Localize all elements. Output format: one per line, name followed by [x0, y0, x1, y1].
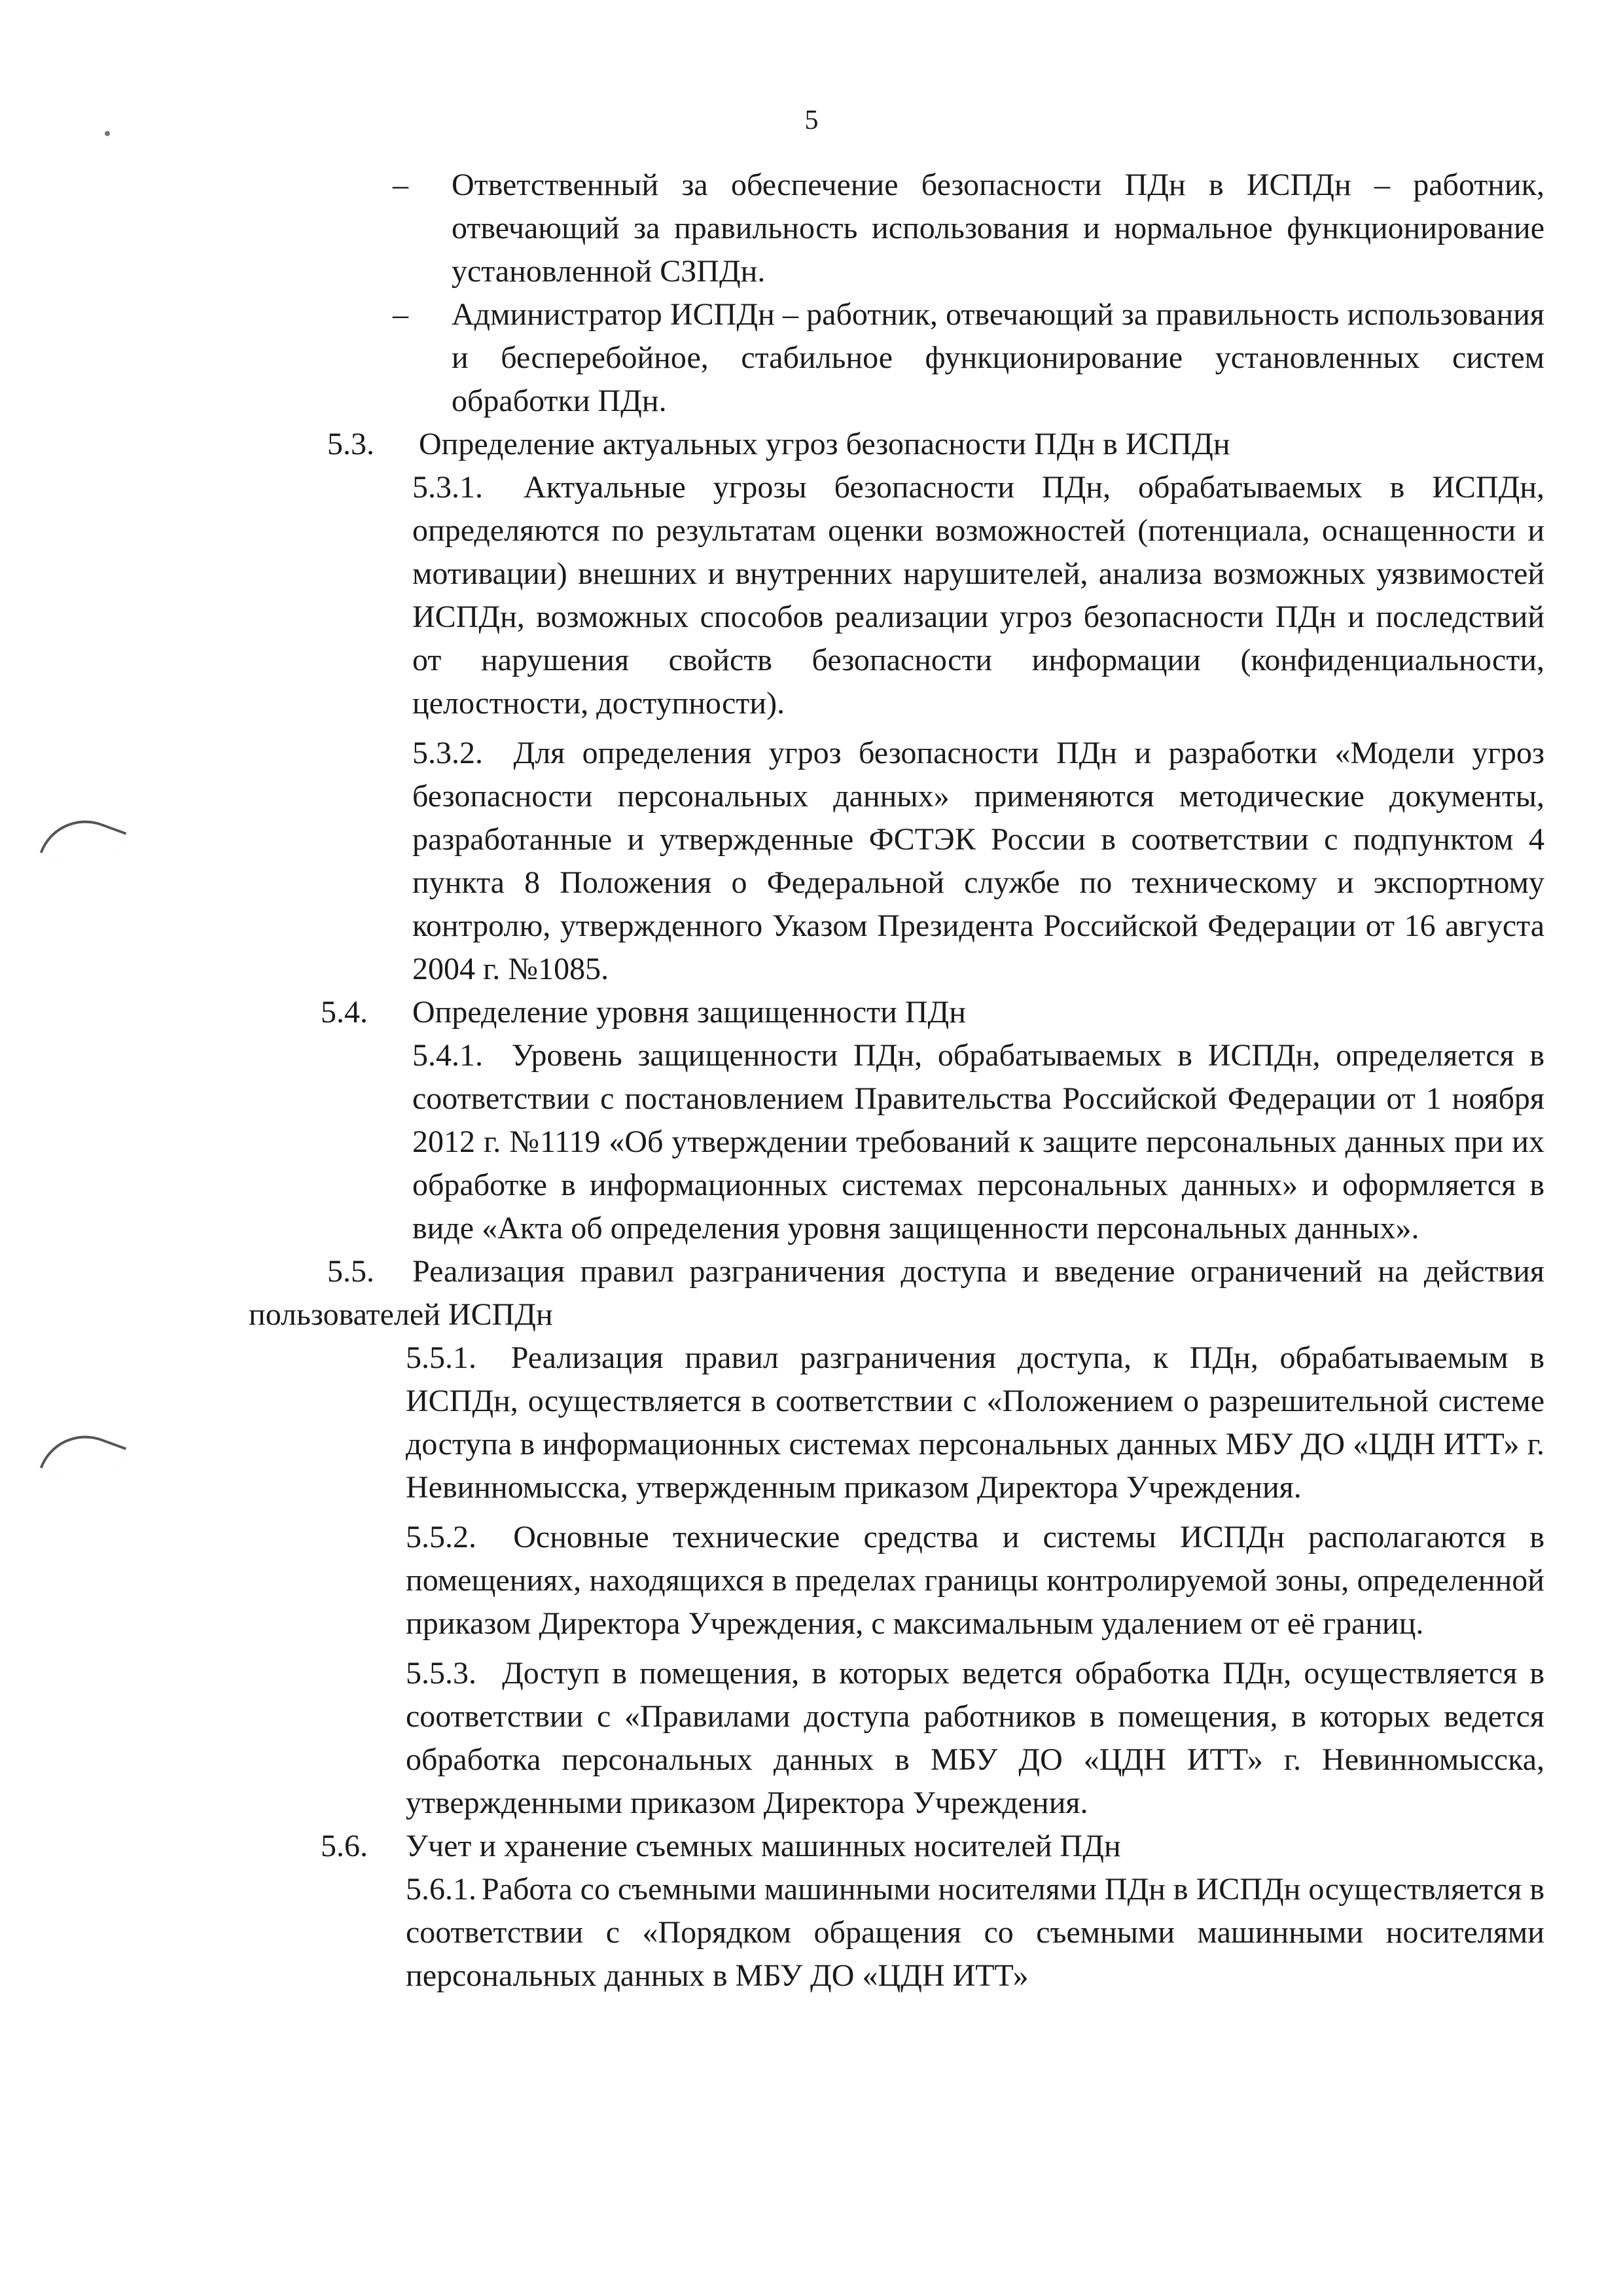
scan-mark: [40, 1422, 126, 1494]
section-number: 5.6.: [321, 1829, 368, 1863]
paragraph-text: Доступ в помещения, в которых ведется обработка ПДн, осуществляется в соответствии с «Правилами доступа работников в помещения, в которых ведется обработка персональных данных в МБУ ДО «ЦДН ИТТ» г. Невинномысска, утвержденными приказом Директора Учреждения.: [406, 1656, 1544, 1820]
paragraph-5-5-2: [406, 1516, 1544, 1645]
document-body: [249, 164, 1544, 1998]
paragraph-text: Работа со съемными машинными носителями ПДн в ИСПДн осуществляется в соответствии с «Порядком обращения со съемными машинными носителями персональных данных в МБУ ДО «ЦДН ИТТ»: [406, 1872, 1544, 1993]
dash-marker: –: [393, 168, 408, 202]
paragraph-text: Основные технические средства и системы ИСПДн располагаются в помещениях, находящихся в пределах границы контролируемой зоны, определенной приказом Директора Учреждения, с максимальным удалением от её границ.: [406, 1520, 1544, 1641]
section-title: Учет и хранение съемных машинных носителей ПДн: [406, 1829, 1121, 1863]
dash-marker: –: [393, 297, 408, 332]
list-item-text: Администратор ИСПДн – работник, отвечающий за правильность использования и бесперебойное, стабильное функционирование установленных систем обработки ПДн.: [452, 297, 1544, 418]
list-item-text: Ответственный за обеспечение безопасности ПДн в ИСПДн – работник, отвечающий за правильность использования и нормальное функционирование установленной СЗПДн.: [452, 168, 1544, 289]
paragraph-5-5-1: [406, 1336, 1544, 1509]
paragraph-5-5-3: [406, 1652, 1544, 1825]
paragraph-number: 5.3.2.: [412, 736, 483, 770]
section-number: 5.3.: [327, 427, 374, 461]
section-title: Определение актуальных угроз безопасности ПДн в ИСПДн: [419, 427, 1230, 461]
paragraph-number: 5.4.1.: [412, 1038, 483, 1073]
paragraph-text: Для определения угроз безопасности ПДн и разработки «Модели угроз безопасности персональных данных» применяются методические документы, разработанные и утвержденные ФСТЭК России в соответствии с подпунктом 4 пункта 8 Положения о Федеральной службе по техническому и экспортному контролю, утвержденного Указом Президента Российской Федерации от 16 августа 2004 г. №1085.: [412, 736, 1545, 986]
paragraph-text: Актуальные угрозы безопасности ПДн, обрабатываемых в ИСПДн, определяются по результатам оценки возможностей (потенциала, оснащенности и мотивации) внешних и внутренних нарушителей, анализа возможных уязвимостей ИСПДн, возможных способов реализации угроз безопасности ПДн и последствий от нарушения свойств безопасности информации (конфиденциальности, целостности, доступности).: [412, 470, 1545, 721]
section-5-5: [249, 1250, 1544, 1336]
paragraph-number: 5.5.1.: [406, 1340, 476, 1375]
paragraph-number: 5.3.1.: [412, 470, 483, 505]
paragraph-number: 5.5.2.: [406, 1520, 476, 1554]
section-title: Реализация правил разграничения доступа и введение ограничений на действия пользователей ИСПДн: [249, 1254, 1544, 1332]
section-5-4: [249, 991, 1544, 1034]
paragraph-text: Уровень защищенности ПДн, обрабатываемых в ИСПДн, определяется в соответствии с постановлением Правительства Российской Федерации от 1 ноября 2012 г. №1119 «Об утверждении требований к защите персональных данных при их обработке в информационных системах персональных данных» и оформляется в виде «Акта об определения уровня защищенности персональных данных».: [412, 1038, 1545, 1246]
section-5-3: [249, 423, 1544, 466]
paragraph-number: 5.5.3.: [406, 1656, 476, 1691]
section-number: 5.4.: [321, 995, 368, 1030]
paragraph-5-4-1: [412, 1034, 1544, 1250]
page-number: 5: [804, 105, 819, 135]
paragraph-5-6-1: [406, 1868, 1544, 1998]
paragraph-5-3-2: [412, 732, 1544, 991]
paragraph-number: 5.6.1.: [406, 1872, 476, 1907]
section-title: Определение уровня защищенности ПДн: [412, 995, 966, 1030]
paragraph-text: Реализация правил разграничения доступа, к ПДн, обрабатываемым в ИСПДн, осуществляется в соответствии с «Положением о разрешительной системе доступа в информационных системах персональных данных МБУ ДО «ЦДН ИТТ» г. Невинномысска, утвержденным приказом Директора Учреждения.: [406, 1340, 1545, 1505]
list-item: [393, 164, 1544, 293]
section-number: 5.5.: [327, 1254, 374, 1289]
section-5-6: [249, 1825, 1544, 1868]
scan-mark: [40, 807, 126, 878]
paragraph-5-3-1: [412, 466, 1544, 725]
list-item: [393, 293, 1544, 423]
